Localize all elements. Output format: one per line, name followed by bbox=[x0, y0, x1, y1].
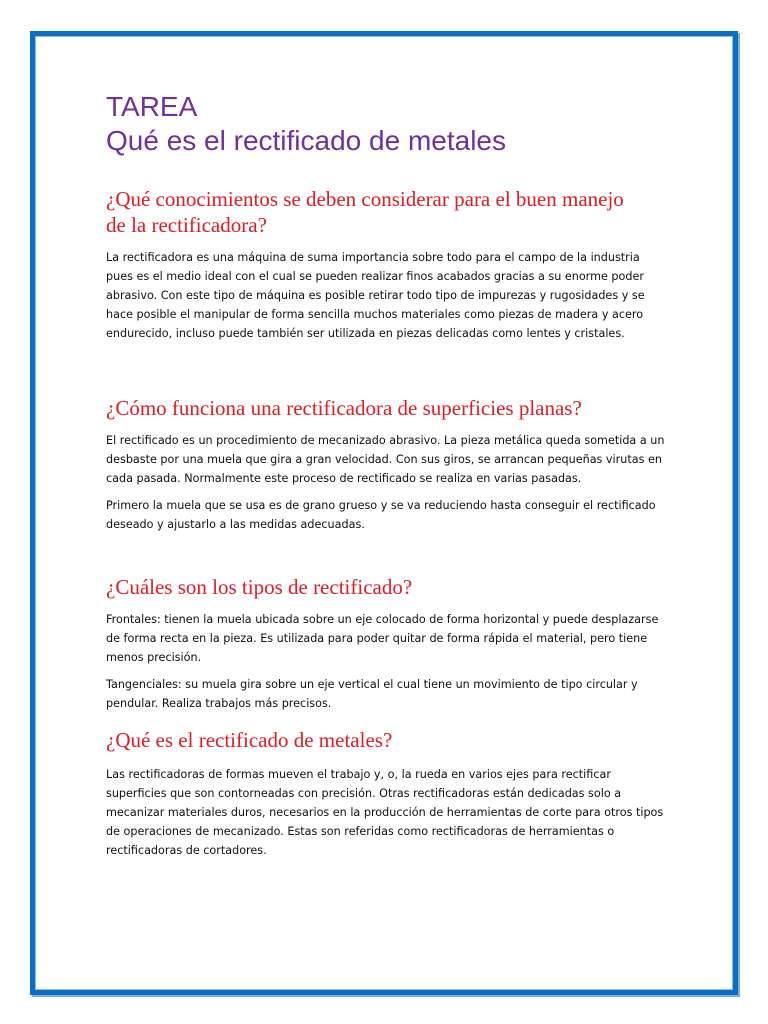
section-heading-conocimientos: ¿Qué conocimientos se deben considerar para el buen manejo de la rectificadora? bbox=[106, 187, 624, 237]
document-content bbox=[106, 90, 666, 860]
section-heading-funcionamiento: ¿Cómo funciona una rectificadora de superficies planas? bbox=[106, 396, 582, 420]
section-paragraph: La rectificadora es una máquina de suma importancia sobre todo para el campo de la industria pues es el medio ideal con el cual se pueden realizar finos acabados gracias a su enorme poder abrasivo. Con este tipo de máquina es posible retirar todo tipo de impurezas y rugosidades y se hace posible el manipular de forma sencilla muchos materiales como piezas de madera y acero endurecido, incluso puede también ser utilizada en piezas delicadas como lentes y cristales. bbox=[106, 251, 645, 340]
section-paragraph: Las rectificadoras de formas mueven el trabajo y, o, la rueda en varios ejes para rectificar superficies que son contorneadas con precisión. Otras rectificadoras están dedicadas solo a mecanizar materiales duros, necesarios en la producción de herramientas de corte para otros tipos de operaciones de mecanizado. Estas son referidas como rectificadoras de herramientas o rectificadoras de cortadores. bbox=[106, 768, 664, 857]
section-heading-que-es: ¿Qué es el rectificado de metales? bbox=[106, 728, 393, 752]
section-paragraph: El rectificado es un procedimiento de mecanizado abrasivo. La pieza metálica queda sometida a un desbaste por una muela que gira a gran velocidad. Con sus giros, se arrancan pequeñas virutas en cada pasada. Normalmente este proceso de rectificado se realiza en varias pasadas. bbox=[106, 434, 665, 485]
section-paragraph: Frontales: tienen la muela ubicada sobre un eje colocado de forma horizontal y puede desplazarse de forma recta en la pieza. Es utilizada para poder quitar de forma rápida el material, pero tiene menos precisión. bbox=[106, 613, 659, 664]
section-heading-tipos: ¿Cuáles son los tipos de rectificado? bbox=[106, 575, 413, 599]
title-line-1: TAREA bbox=[106, 91, 198, 122]
section-paragraph: Tangenciales: su muela gira sobre un eje vertical el cual tiene un movimiento de tipo circular y pendular. Realiza trabajos más precisos. bbox=[106, 678, 638, 710]
document-title bbox=[106, 90, 666, 158]
title-line-2: Qué es el rectificado de metales bbox=[106, 125, 506, 156]
section-paragraph: Primero la muela que se usa es de grano grueso y se va reduciendo hasta conseguir el rectificado deseado y ajustarlo a las medidas adecuadas. bbox=[106, 499, 656, 531]
